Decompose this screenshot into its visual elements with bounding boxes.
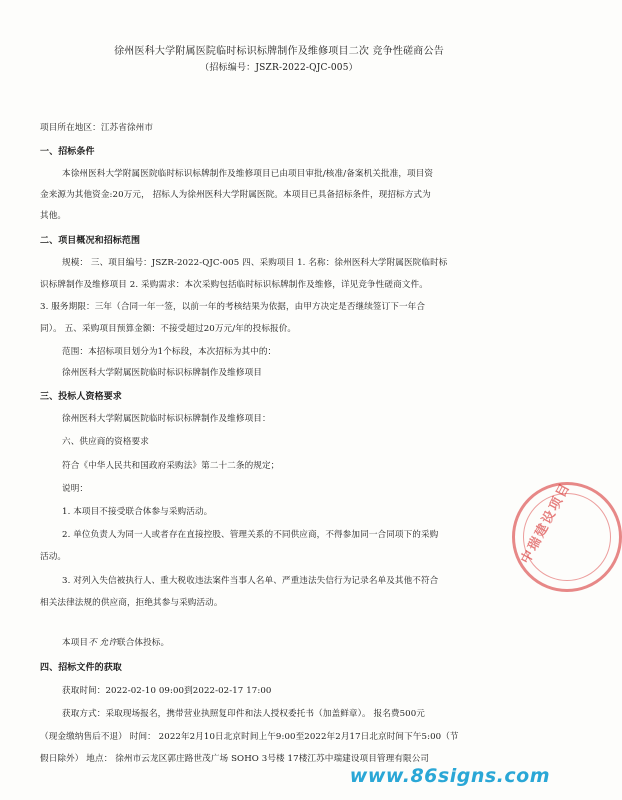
section-1-line-2: 金来源为其他资金:20万元， 招标人为徐州医科大学附属医院。本项目已具备招标条件，现招标方式为: [40, 190, 431, 200]
section-1-line-1: 本徐州医科大学附属医院临时标识标牌制作及维修项目已由项目审批/核准/备案机关批准，项目资: [62, 169, 434, 179]
section-4-line-3: （现金缴纳售后不退） 时间： 2022年2月10日北京时间上午9:00至2022年2月17日北京时间下午5:00（节: [40, 732, 459, 742]
section-2-line-6: 徐州医科大学附属医院临时标识标牌制作及维修项目: [62, 368, 262, 378]
section-2-line-4: 同）。 五、采购项目预算金额：不接受超过20万元/年的投标报价。: [40, 324, 297, 334]
section-3-line-5: 1. 本项目不接受联合体参与采购活动。: [62, 507, 213, 517]
section-3-line-8: 3. 对列入失信被执行人、重大税收违法案件当事人名单、严重违法失信行为记录名单及其他不符合: [62, 576, 439, 586]
seal-text: 中瑞建设项目: [518, 479, 574, 567]
section-4-heading: 四、招标文件的获取: [40, 663, 122, 673]
section-3-line-10: [62, 637, 169, 649]
project-region: 项目所在地区：江苏省徐州市: [40, 123, 154, 133]
joint-bid-prefix: 本项目: [62, 638, 89, 648]
section-2-line-2: 识标牌制作及维修项目 2. 采购需求：本次采购包括临时标识标牌制作及维修，详见竞争性磋商文件。: [40, 280, 428, 290]
doc-title: 徐州医科大学附属医院临时标识标牌制作及维修项目二次 竞争性磋商公告: [114, 46, 444, 57]
handwritten-mark: 不 允许: [88, 638, 118, 648]
section-3-line-6: 2. 单位负责人为同一人或者存在直接控股、管理关系的不同供应商，不得参加同一合同项下的采购: [62, 530, 439, 540]
section-2-line-1: 规模： 三、项目编号：JSZR-2022-QJC-005 四、采购项目 1. 名称：徐州医科大学附属医院临时标: [62, 258, 448, 268]
section-2-line-3: 3. 服务期限：三年（合同一年一签，以前一年的考核结果为依据，由甲方决定是否继续签订下一年合: [40, 302, 426, 312]
site-watermark: www.86signs.com: [349, 765, 550, 787]
section-4-line-4: 假日除外） 地点： 徐州市云龙区郭庄路世茂广场 SOHO 3号楼 17楼江苏中瑞建设项目管理有限公司: [40, 754, 430, 764]
section-3-line-7: 活动。: [40, 552, 67, 562]
section-3-heading: 三、投标人资格要求: [40, 392, 122, 402]
company-seal: [512, 479, 622, 592]
section-4-line-2: 获取方式：采取现场报名，携带营业执照复印件和法人授权委托书（加盖鲜章）。 报名费500元: [62, 709, 425, 719]
section-3-line-2: 六、供应商的资格要求: [62, 437, 149, 447]
section-1-heading: 一、招标条件: [40, 147, 95, 157]
section-4-line-1: 获取时间：2022-02-10 09:00到2022-02-17 17:00: [62, 686, 272, 696]
section-2-heading: 二、项目概况和招标范围: [40, 236, 141, 246]
section-3-line-9: 相关法律法规的供应商，拒绝其参与采购活动。: [40, 598, 223, 608]
section-1-line-3: 其他。: [40, 211, 67, 221]
section-3-line-3: 符合《中华人民共和国政府采购法》第二十二条的规定；: [62, 461, 280, 471]
section-2-line-5: 范围：本招标项目划分为1个标段，本次招标为其中的：: [62, 347, 277, 357]
section-3-line-4: 说明：: [62, 484, 89, 494]
section-3-line-1: 徐州医科大学附属医院临时标识标牌制作及维修项目：: [62, 414, 271, 424]
joint-bid-suffix: 联合体投标。: [117, 638, 170, 648]
doc-code: （招标编号：JSZR-2022-QJC-005）: [200, 63, 358, 73]
